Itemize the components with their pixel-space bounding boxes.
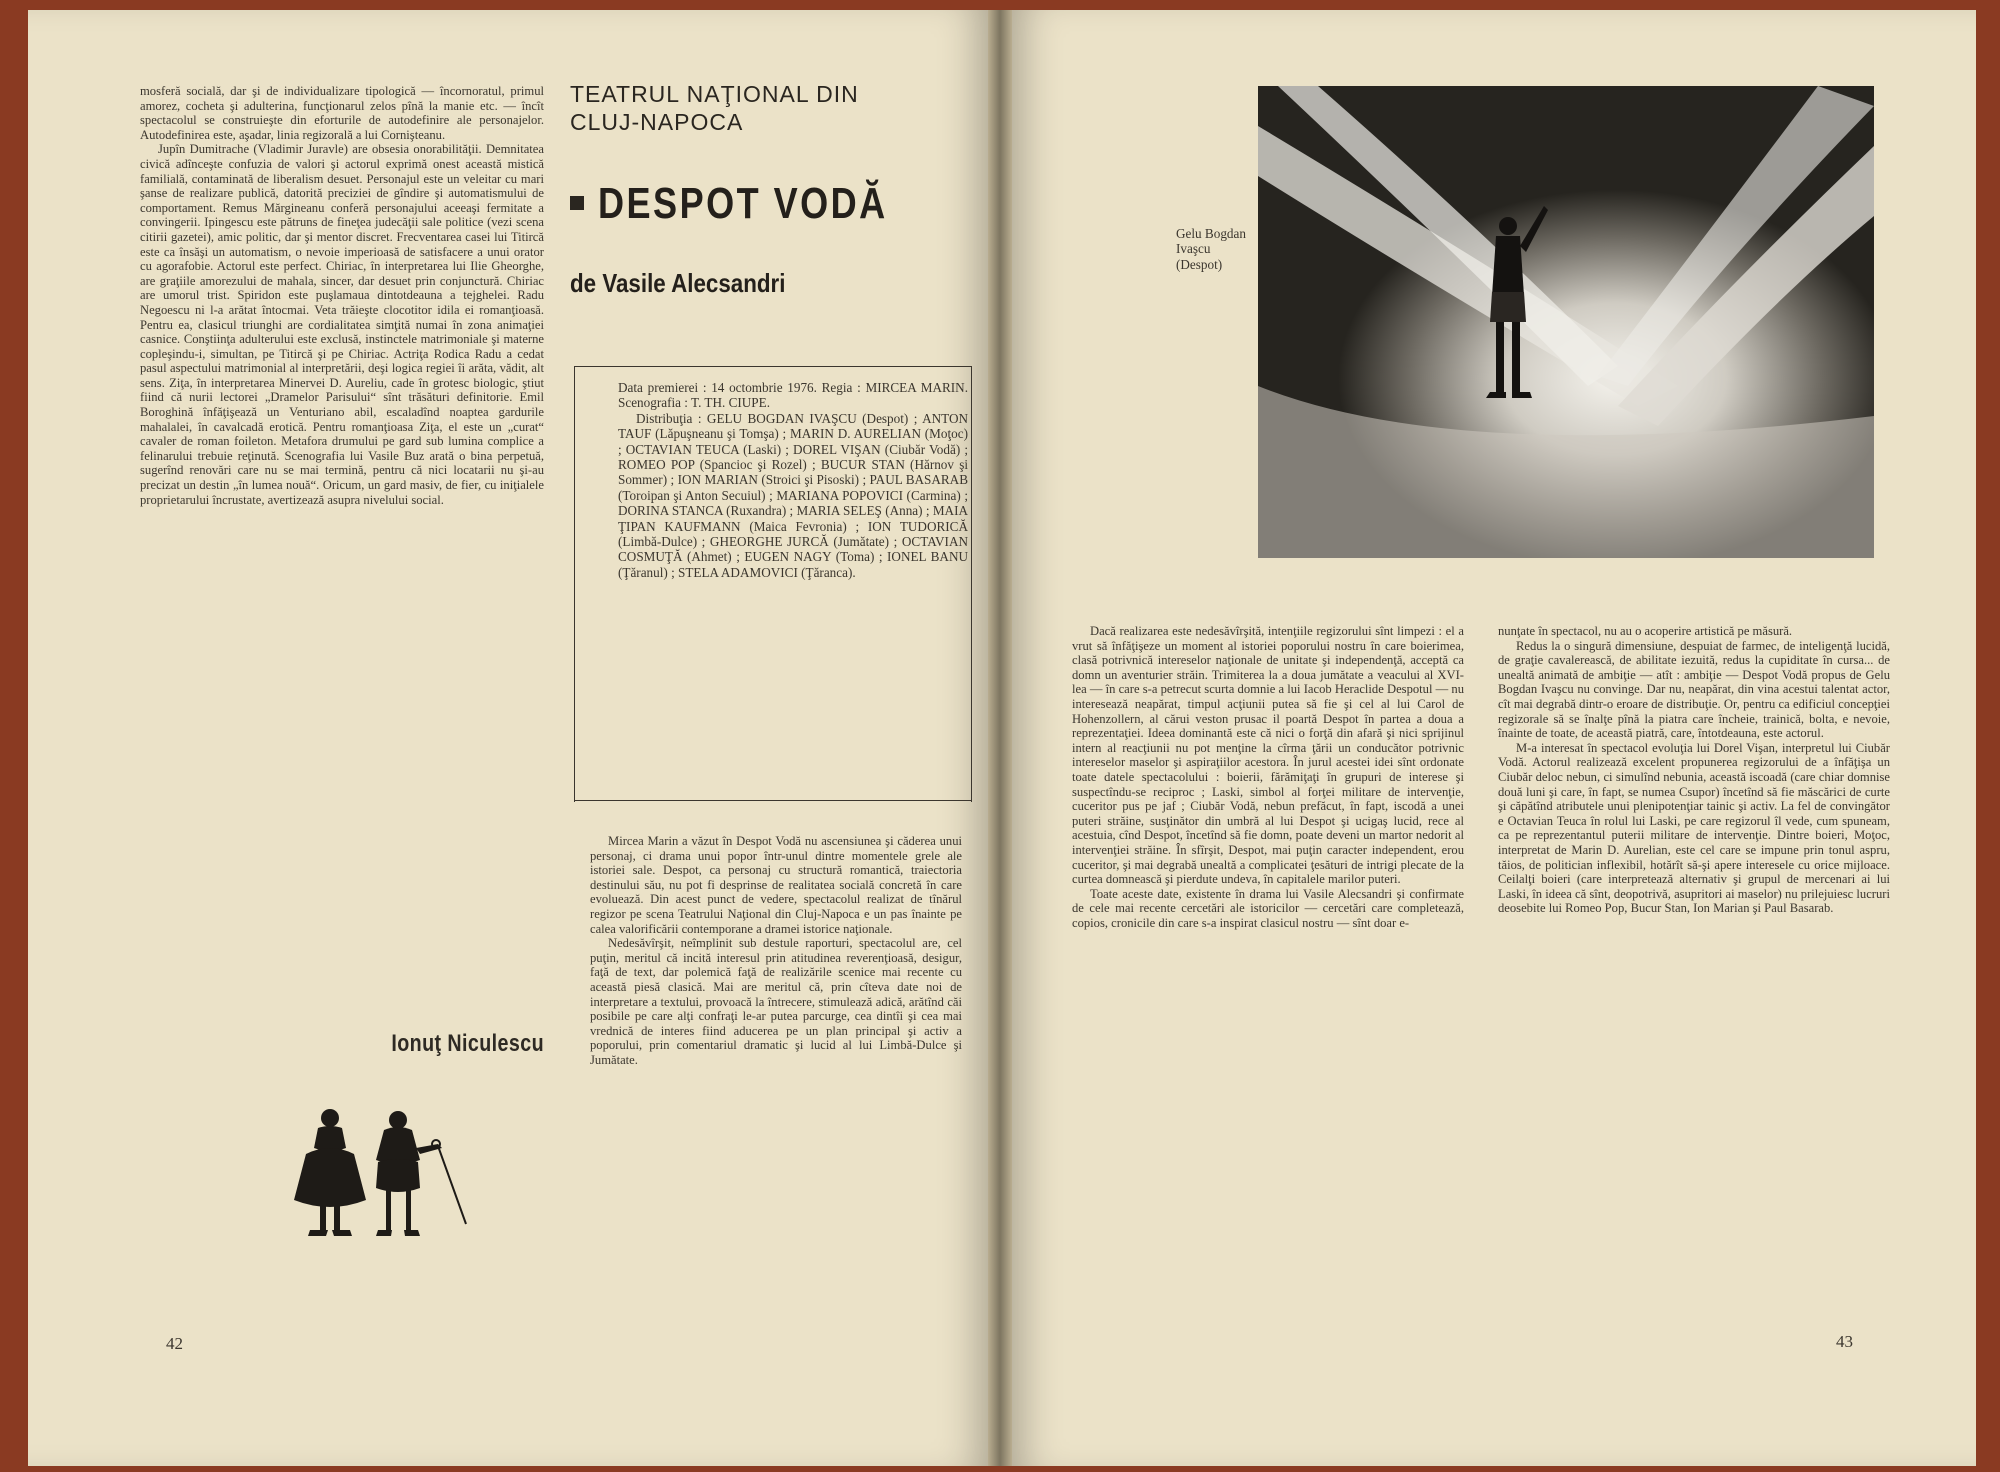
play-author: Vasile Alecsandri: [602, 268, 786, 298]
theatre-name-heading: TEATRUL NAŢIONAL DIN CLUJ-NAPOCA: [570, 81, 859, 135]
production-credits: [618, 380, 968, 580]
page-number-right: 43: [1836, 1332, 1853, 1351]
square-bullet-icon: [570, 196, 584, 210]
review-middle-column: [590, 834, 962, 1068]
review-right-column-b: [1498, 624, 1890, 916]
photo-caption: Gelu Bogdan Ivaşcu (Despot): [1176, 226, 1246, 272]
page-number-left: 42: [166, 1334, 183, 1353]
author-prefix: de: [570, 268, 597, 298]
book-gutter: [988, 10, 1012, 1466]
dancing-couple-illustration: [270, 1104, 470, 1244]
review-paragraph: Dacă realizarea este nedesăvîrşită, intenţiile regizorului sînt limpezi : el a vrut să înfăţişeze un moment al istoriei poporului nostru în care boierimea, clasă potrivnică intereselor naţionale de unitate şi independenţă, acceptă ca domn un aventurier străin. Trimiterea la a doua jumătate a veacului al XVI-lea — în care s-a petrecut scurta domnie a lui Iacob Heraclide Despotul — nu interesează neapărat, timpul acţiunii putea să fie şi cel al lui Carol de Hohenzollern, al cărui veston prusac il poartă Despot în partea a doua a reprezentaţiei. Ideea dominantă este că nici o forţă din afară şi nici sprijinul intern al reacţiunii nu pot menţine la cîrma ţării un conducător potrivnic intereselor maselor şi aspiraţiilor acestora. În jurul acestei idei sînt ordonate toate datele spectacolului : boierii, fărămiţaţi în grupuri de interese şi suspectîndu-se reciproc ; Laski, simbol al forţei militare de intervenţie, cuceritor pus pe jaf ; Ciubăr Vodă, nebun prefăcut, în fapt, iscodă a unei puteri străine, susţinător din umbră al lui Despot şi ucigaş lucid, rece al acestuia, cînd Despot, încetînd să fie domn, poate deveni un martor nedorit al intervenţiei străine. În sfîrşit, Despot, mai puţin caracter independent, erou cuceritor, şi mai degrabă unealtă a complicatei ţesături de intrigi plecate de la curtea domnească şi pierdute undeva, în capitalele marilor puteri.: [1072, 624, 1464, 887]
review-paragraph: Toate aceste date, existente în drama lui Vasile Alecsandri şi confirmate de cele mai recente cercetări ale istoricilor — cercetări care completează, copios, cronicile din care s-a inspirat clasicul nostru — sînt doar e-: [1072, 886, 1464, 930]
play-title-block: [570, 178, 950, 238]
credits-box-divider: [574, 800, 972, 801]
author-signature: Ionuţ Niculescu: [391, 1030, 544, 1057]
play-title: DESPOT VODĂ: [598, 179, 888, 228]
play-author-line: [570, 268, 897, 299]
review-paragraph: Redus la o singură dimensiune, despuiat de farmec, de inteligenţă lucidă, de graţie cavalerească, de abilitate iezuită, redus la cupiditate în cursa... de unealtă animată de ambiţie — atît : ambiţie — Despot Vodă propus de Gelu Bogdan Ivaşcu nu convinge. Dar nu, neapărat, din vina acestui talentat actor, cît mai degrabă dintr-o eroare de distribuţie. Or, pentru ca edificiul concepţiei regizorale să se înalţe pînă la piatra care încheie, trainică, bolta, e nevoie, înainte de toate, de această piatră, care, întotdeauna, este actorul.: [1498, 638, 1890, 741]
review-paragraph: M-a interesat în spectacol evoluţia lui Dorel Vişan, interpretul lui Ciubăr Vodă. Actorul realizează excelent propunerea regizorului de a înfăţişa un Ciubăr deloc nebun, ci simulînd nebunia, această iscoadă (care chiar domnise două luni şi care, în fapt, se numea Csupor) încetînd să fie măscărici de curte şi căpătînd atributele unui plenipotenţiar tainic şi activ. La fel de convingător e Octavian Teuca în rolul lui Laski, pe care regizorul îl vede, cum spuneam, ca pe reprezentantul puterii militare de intervenţie. Dintre boieri, Moţoc, interpretat de Marin D. Aurelian, este cel care se impune prin tonul aspru, tăios, de politician inflexibil, hotărît să-şi apere interesele cu orice mijloace. Ceilalţi boieri (care interpretează alternativ şi grupul de mercenari ai lui Laski, în ideea că sînt, deopotrivă, asupritori ai maselor) nu prilejuiesc lucruri deosebite lui Romeo Pop, Bucur Stan, Ion Marian şi Paul Basarab.: [1498, 740, 1890, 916]
review-paragraph: Nedesăvîrşit, neîmplinit sub destule raporturi, spectacolul are, cel puţin, meritul că incită interesul prin atitudinea reverenţioasă, desigur, faţă de text, dar polemică faţă de realizările scenice mai recente cu această piesă clasică. Mai are meritul că, prin cîteva date noi de interpretare a textului, provoacă la întrecere, stimulează adică, arătînd căi posibile pe care alţi confraţi le-ar putea parcurge, cea dintîi şi cea mai vrednică de interes fiind aducerea pe un plan principal şi activ a poporului, prin comentariul dramatic şi lucid al lui Limbă-Dulce şi Jumătate.: [590, 936, 962, 1067]
review-continuation-column: [140, 84, 544, 507]
review-paragraph: nunţate în spectacol, nu au o acoperire artistică pe măsură.: [1498, 624, 1793, 638]
review-paragraph: Mircea Marin a văzut în Despot Vodă nu ascensiunea şi căderea unui personaj, ci drama unui popor într-unul dintre momentele grele ale istoriei sale. Despot, ca personaj cu structură romantică, traiectoria destinului său, nu pot fi desprinse de realitatea socială concretă în care evoluează. Din acest punct de vedere, spectacolul realizat de tînărul regizor pe scena Teatrului Naţional din Cluj-Napoca e un pas înainte pe calea valorificării contemporane a dramei istorice naţionale.: [590, 834, 962, 936]
review-right-column-a: [1072, 624, 1464, 930]
credits-premiere-and-direction: Data premierei : 14 octombrie 1976. Regia : MIRCEA MARIN. Scenografia : T. TH. CIUPE.: [618, 380, 968, 411]
stage-photograph: [1258, 86, 1874, 558]
credits-cast-list: Distribuţia : GELU BOGDAN IVAŞCU (Despot) ; ANTON TAUF (Lăpuşneanu şi Tomşa) ; MARIN D. AURELIAN (Moţoc) ; OCTAVIAN TEUCA (Laski) ; DOREL VIŞAN (Ciubăr Vodă) ; ROMEO POP (Spancioc şi Rozel) ; BUCUR STAN (Hărnov şi Sommer) ; ION MARIAN (Stroici şi Pisoski) ; PAUL BASARAB (Toroipan şi Anton Secuiul) ; MARIANA POPOVICI (Carmina) ; DORINA STANCA (Ruxandra) ; MARIA SELEŞ (Anna) ; MAIA ŢIPAN KAUFMANN (Maica Fevronia) ; ION TUDORICĂ (Limbă-Dulce) ; GHEORGHE JURCĂ (Jumătate) ; OCTAVIAN COSMUŢĂ (Ahmet) ; EUGEN NAGY (Toma) ; IONEL BANU (Ţăranul) ; STELA ADAMOVICI (Ţăranca).: [618, 410, 968, 580]
review-paragraph: mosferă socială, dar şi de individualizare tipologică — încornoratul, primul amorez, cocheta şi adulterina, funcţionarul zelos pînă la manie etc. — încît spectacolul se construieşte din eforturile de autodefinire ale personajelor. Autodefinirea este, aşadar, linia regizorală a lui Cornişteanu.: [140, 84, 544, 142]
review-paragraph: Jupîn Dumitrache (Vladimir Juravle) are obsesia onorabilităţii. Demnitatea civică adînceşte confuzia de valori şi actorul exprimă onest această mistică familială, contaminată de liberalism desuet. Personajul este un veleitar cu mari şanse de realizare publică, datorită preciziei de gîndire şi automatismului de comportament. Remus Mărgineanu conferă personajului aceeaşi fermitate a convingerii. Ipingescu este pătruns de fineţea judecăţii sale politice (vezi scena citirii gazetei), amic politic, dar şi mentor discret. Frecventarea casei lui Titircă este ca însăşi un automatism, o nevoie imperioasă de satisfacere a unui orator cu agorafobie. Actorul este perfect. Chiriac, în interpretarea lui Ilie Gheorghe, are graţiile amorezului de mahala, sincer, dar desuet prin conjunctură. Chiriac are umorul trist. Spiridon este puşlamaua dintotdeauna a tejghelei. Radu Negoescu ni l-a arătat întocmai. Veta trăieşte clocotitor idila ei romanţioasă. Pentru ea, clasicul triunghi are cordialitatea simţită numai în zona animaţiei casnice. Conştiinţa adulterului este exclusă, instinctele matrimoniale şi materne copleşindu-i, simultan, pe Titircă şi pe Chiriac. Actriţa Rodica Radu a cedat pasul aspectului matrimonial al interpretării, deşi logica regiei îi arăta, vădit, alt sens. Ziţa, în interpretarea Minervei D. Aureliu, cade în grotesc biologic, ştiut fiind că nurii lectorei „Dramelor Parisului“ sînt trăsături definitorie. Emil Boroghină înfăţişează un Venturiano abil, escaladînd noaptea gardurile mahalalei, în cavalcadă erotică. Pentru romanţioasa Ziţa, el este un „curat“ cavaler de roman foileton. Metafora drumului pe gard sub lumina complice a felinarului trebuie reţinută. Scenografia lui Vasile Buz arată o bina perpetuă, sugerînd renovări care nu se mai termină, pentru că nici locatarii nu şi-au precizat un destin „în lumea nouă“. Oricum, un gard masiv, de fier, cu iniţialele proprietarului încrustate, avertizează asupra nivelului social.: [140, 142, 544, 507]
